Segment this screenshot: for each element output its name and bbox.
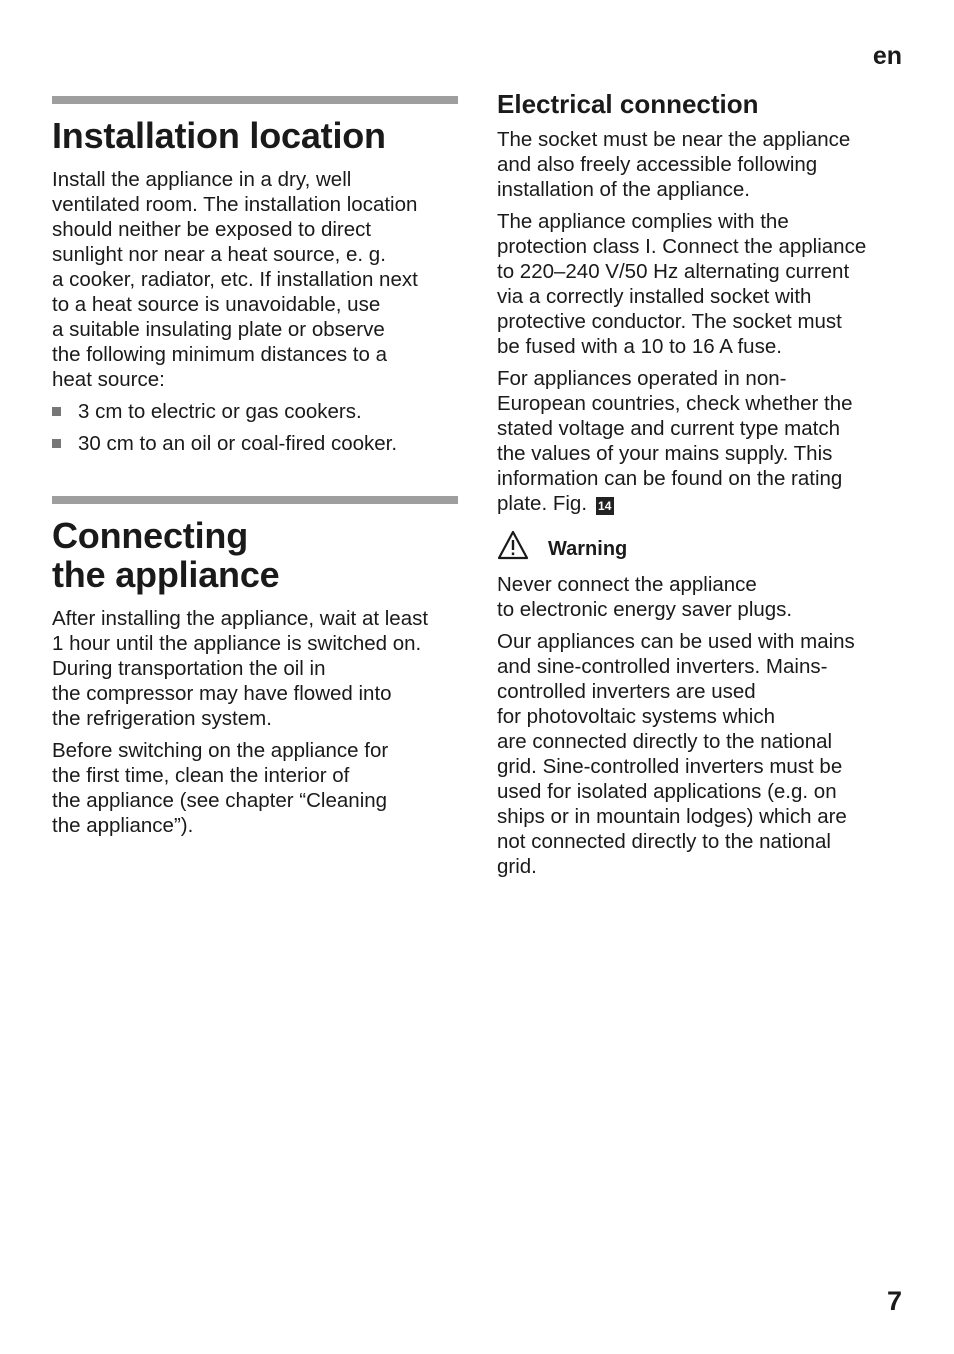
connecting-heading: Connecting the appliance [52,515,280,595]
warning-triangle-icon [497,530,529,560]
language-code: en [872,42,902,70]
section-rule [52,496,458,504]
section-rule [52,96,458,104]
electrical-paragraph: The appliance complies with the protection class I. Connect the appliance to 220–240 V/50 Hz alternating current via a correctly installed socket with protective conductor. The socket must be fused with a 10 to 16 A fuse. [497,210,867,358]
right-column [497,88,907,886]
connecting-paragraph: After installing the appliance, wait at least 1 hour until the appliance is switched on. During transportation the oil in the compressor may have flowed into the refrigeration system. [52,607,429,730]
warning-paragraph: Never connect the appliance to electronic energy saver plugs. [497,573,793,621]
list-item: 30 cm to an oil or coal-fired cooker. [52,431,458,456]
square-bullet-icon [52,439,61,448]
distance-list [52,399,458,456]
square-bullet-icon [52,407,61,416]
list-item: 3 cm to electric or gas cookers. [52,399,458,424]
installation-paragraph: Install the appliance in a dry, well ventilated room. The installation location should neither be exposed to direct sunlight nor near a heat source, e. g. a cooker, radiator, etc. If installation next to a heat source is unavoidable, use a suitable insulating plate or observe the following minimum distances to a heat source: [52,168,418,391]
warning-label: Warning [548,538,628,560]
left-column [52,96,458,845]
electrical-connection-heading: Electrical connection [497,89,759,119]
electrical-paragraph: For appliances operated in non- European countries, check whether the stated voltage and current type match the values of your mains supply. This information can be found on the rating plate. Fig. 14 [497,367,853,515]
connecting-paragraph: Before switching on the appliance for the first time, clean the interior of the appliance (see chapter “Cleaning the appliance”). [52,739,389,837]
warning-header [497,530,907,560]
warning-paragraph: Our appliances can be used with mains and sine-controlled inverters. Mains- controlled inverters are used for photovoltaic systems which are connected directly to the national grid. Sine-controlled inverters must be used for isolated applications (e.g. on ships or in mountain lodges) which are not connected directly to the national grid. [497,630,855,878]
electrical-paragraph: The socket must be near the appliance and also freely accessible following installation of the appliance. [497,128,851,201]
page-number: 7 [886,1286,902,1316]
installation-location-heading: Installation location [52,115,386,156]
connecting-section [52,496,458,838]
figure-reference-badge: 14 [596,497,614,515]
